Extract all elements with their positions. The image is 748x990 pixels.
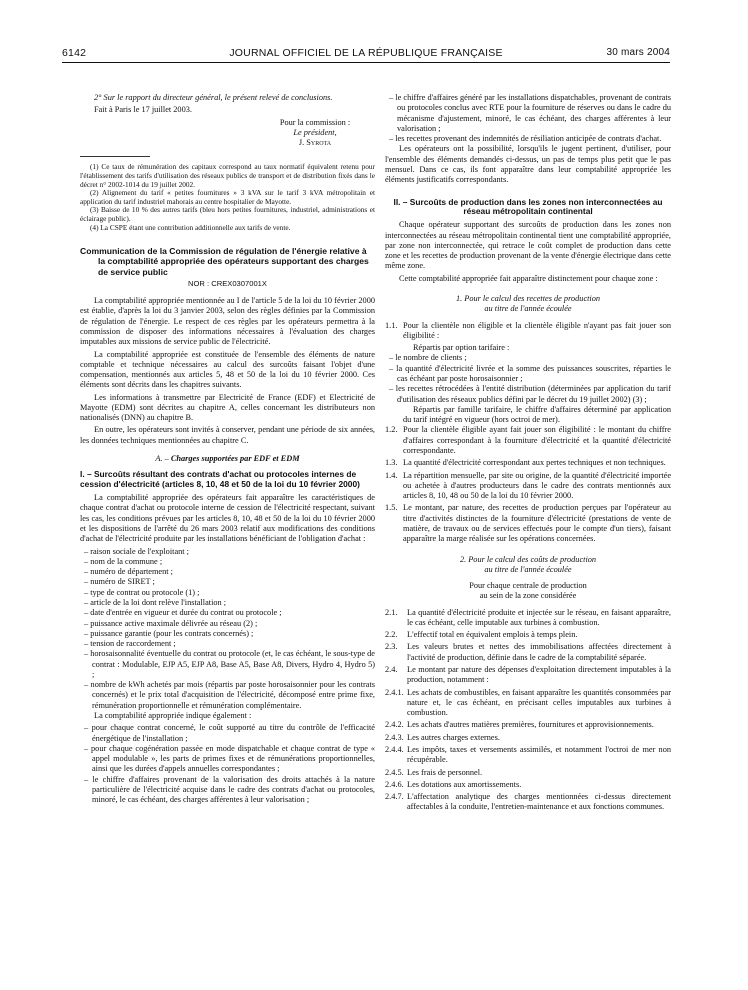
item-text: Les autres charges externes. <box>407 732 500 742</box>
continued-list <box>385 93 671 144</box>
also-indicates: La comptabilité appropriée indique également : <box>94 711 252 721</box>
numbered-item <box>385 733 671 743</box>
footnote: (4) La CSPE étant une contribution additionnelle aux tarifs de vente. <box>90 222 291 232</box>
subsection-title-line: au titre de l'année écoulée <box>484 304 572 314</box>
item-sub-paragraph: Répartis par option tarifaire : <box>413 343 510 353</box>
item-text: L'affectation analytique des charges mentionnées ci-dessus directement affectables à la conduite, l'entretien-maintenance et aux fonctions communes. <box>407 792 671 812</box>
numbered-item <box>385 608 671 629</box>
item-number: 1.4. <box>385 470 398 480</box>
list-item: – numéro de département ; <box>80 567 375 577</box>
list-item: – type de contrat ou protocole (1) ; <box>80 588 375 598</box>
communication-title <box>80 246 375 276</box>
numbered-item <box>385 665 671 686</box>
item-text: Les valeurs brutes et nettes des immobilisations affectées directement à l'activité de production, définie dans le cadre de la comptabilité séparée. <box>407 642 671 662</box>
page-number: 6142 <box>62 47 87 59</box>
item-sub-paragraph: Répartis par famille tarifaire, le chiffre d'affaires déterminé par application du tarif intégré en vigueur (hors octroi de mer). <box>403 404 671 425</box>
item-number: 2.4.1. <box>385 687 404 697</box>
item-number: 2.4.7. <box>385 792 404 802</box>
numbered-item <box>385 321 671 342</box>
list-item: – le chiffre d'affaires provenant de la valorisation des droits attachés à la nature particulière de l'électricité acquise dans le cadre des contrats d'achat ou protocoles, minoré, le cas échéant, des charges afférentes à leur valorisation ; <box>80 775 375 806</box>
item-number: 2.4.3. <box>385 732 404 742</box>
list-item: – nombre de kWh achetés par mois (répartis par poste horosaisonnier pour les contrats concernés) et le prix total d'acquisition de l'électricité, décomposé entre prime fixe, rémunération proportionnelle et rémunération complémentaire. <box>80 680 375 711</box>
section-intro: La comptabilité appropriée des opérateurs fait apparaître les caractéristiques de chaque contrat d'achat ou protocole interne de cession de l'électricité respectant, suivant les cas, les conditions prévues par les articles 8, 10, 48 et 50 de la loi du 10 février 2000 et les dispositions de l'arrêté du 26 mars 2003 relatif aux modifications des conditions d'achat de l'électricité produite par les installations bénéficiant de l'obligation d'achat : <box>80 493 375 544</box>
item-number: 2.4.2. <box>385 720 404 730</box>
item-text: Les frais de personnel. <box>407 767 483 777</box>
chapter-title: Charges supportées par EDF et EDM <box>170 454 300 464</box>
numbered-item <box>385 792 671 813</box>
chapter-letter: A. – <box>155 454 169 464</box>
item-number: 2.4. <box>385 665 398 675</box>
tariff-option-list <box>385 353 671 404</box>
list-item: – article de la loi dont relève l'installation ; <box>80 598 375 608</box>
list-item: – nom de la commune ; <box>80 557 375 567</box>
numbered-item <box>385 745 671 766</box>
numbered-item <box>385 780 671 790</box>
footnote-separator <box>80 156 150 157</box>
signature-name: J. Syrota <box>298 138 332 148</box>
left-column <box>80 93 375 806</box>
item-number: 2.4.6. <box>385 779 404 789</box>
list-item: – horosaisonnalité éventuelle du contrat ou protocole (et, le cas échéant, le sous-type de contrat : Modulable, EJP A5, EJP A8, Base A5, Base A8, Divers, Hydro 4, Hydro 5) ; <box>80 649 375 680</box>
plant-heading <box>385 581 671 602</box>
item-text: Les impôts, taxes et versements assimilés, et notamment l'octroi de mer non récupérable. <box>407 745 671 765</box>
item-number: 1.3. <box>385 458 398 468</box>
intro-paragraph: En outre, les opérateurs sont invités à conserver, pendant une période de six années, les données techniques mentionnées au chapitre C. <box>80 425 375 445</box>
item-text: Les achats d'autres matières premières, fournitures et approvisionnements. <box>407 720 654 730</box>
communication-title-text: Communication de la Commission de régulation de l'énergie relative à la comptabilité appropriée des opérateurs supportant des charges de service public <box>80 246 369 277</box>
intro-paragraph: La comptabilité appropriée est constituée de l'ensemble des éléments de nature comptable et technique nécessaires au calcul des surcoûts faisant l'objet d'une compensation, mentionnés aux articles 5, 48 et 50 de la loi du 10 février 2000. Ces éléments sont décrits dans les chapitres suivants. <box>80 349 375 390</box>
subsection-title-line: au titre de l'année écoulée <box>484 564 572 574</box>
numbered-item <box>385 471 671 502</box>
done-at: Fait à Paris le 17 juillet 2003. <box>94 105 192 115</box>
subsection-title <box>385 555 671 576</box>
additional-items-list <box>80 723 375 805</box>
list-item: – raison sociale de l'exploitant ; <box>80 547 375 557</box>
intro-paragraph: La comptabilité appropriée mentionnée au I de l'article 5 de la loi du 10 février 2000 est établie, d'après la loi du 3 janvier 2003, selon des règles définies par la Commission de régulation de l'énergie. Le respect de ces règles par les opérateurs permettra à la commission de disposer des informations nécessaires à l'évaluation des charges imputables aux missions de service public de l'électricité. <box>80 296 375 347</box>
issue-date: 30 mars 2004 <box>606 47 670 58</box>
numbered-item <box>385 768 671 778</box>
list-item: – le nombre de clients ; <box>385 353 671 363</box>
list-item: – puissance garantie (pour les contrats concernés) ; <box>80 629 375 639</box>
item-text <box>403 321 671 342</box>
list-item: – les recettes rétrocédées à l'entité distribution (déterminées par application du tarif d'utilisation des réseaux publics défini par le décret du 19 juillet 2002) (3) ; <box>385 384 671 405</box>
item-number: 2.3. <box>385 642 398 652</box>
numbered-item <box>385 458 671 468</box>
list-item: – la quantité d'électricité livrée et la somme des puissances souscrites, réparties le cas échéant par poste horosaisonnier ; <box>385 364 671 385</box>
list-item: – numéro de SIRET ; <box>80 577 375 587</box>
list-item: – les recettes provenant des indemnités de résiliation anticipée de contrats d'achat. <box>385 134 671 144</box>
list-item: – tension de raccordement ; <box>80 639 375 649</box>
item-text-line: Pour la clientèle non éligible et la clientèle éligible n'ayant pas fait jouer son éligibilité : <box>403 320 671 340</box>
list-item: – pour chaque contrat concerné, le coût supporté au titre du contrôle de l'efficacité énergétique de l'installation ; <box>80 723 375 744</box>
item-text: La quantité d'électricité correspondant aux pertes techniques et non techniques. <box>403 458 666 468</box>
signature-line: Pour la commission : <box>279 117 351 127</box>
subsection-title <box>385 294 671 315</box>
list-item: – le chiffre d'affaires généré par les installations dispatchables, provenant de contrats ou protocoles conclus avec RTE pour la fourniture de réserves ou dans le cadre du mécanisme d'ajustement, minoré, le cas échéant, des charges afférentes à leur valorisation ; <box>385 93 671 134</box>
item-number: 2.2. <box>385 630 398 640</box>
item-number: 1.1. <box>385 320 398 330</box>
item-number: 2.4.5. <box>385 767 404 777</box>
item-text: Le montant par nature des dépenses d'exploitation directement imputables à la production, notamment : <box>407 665 671 685</box>
item-number: 2.1. <box>385 607 398 617</box>
signature-role: Le président, <box>293 127 337 137</box>
item-text: Le montant, par nature, des recettes de production perçues par l'opérateur au titre d'activités distinctes de la fourniture d'électricité (prestations de vente de matière, de travaux ou de services effectués pour le compte d'un tiers), faisant apparaître la marge réalisée sur les opérations concernées. <box>403 503 671 544</box>
numbered-item <box>385 642 671 663</box>
decision-article: 2° Sur le rapport du directeur général, le présent relevé de conclusions. <box>94 93 333 102</box>
footnote: (1) Ce taux de rémunération des capitaux correspond au taux normatif équivalent retenu pour l'établissement des tarifs d'utilisation des réseaux publics de transport et de distribution fixés dans le décret n° 2002-1014 du 19 juillet 2002. <box>80 162 375 189</box>
item-text: La quantité d'électricité produite et injectée sur le réseau, en faisant apparaître, le cas échéant, celle imputable aux turbines à combustion. <box>407 607 671 627</box>
list-item: – pour chaque cogénération passée en mode dispatchable et chaque contrat de type « appel modulable », les parts de primes fixes et de rémunérations proportionnelles, ainsi que les durées d'appels annuelles correspondantes ; <box>80 744 375 775</box>
list-item: – date d'entrée en vigueur et durée du contrat ou protocole ; <box>80 608 375 618</box>
footnote: (3) Baisse de 10 % des autres tarifs (bleu hors petites fournitures, industriel, administrations et éclairage public). <box>80 205 375 224</box>
nor-reference: NOR : CREX0307001X <box>188 278 267 288</box>
plant-heading-line: au sein de la zone considérée <box>479 591 577 601</box>
chapter-heading <box>80 454 375 464</box>
numbered-item <box>385 425 671 456</box>
item-number: 1.2. <box>385 425 398 435</box>
item-number: 2.4.4. <box>385 745 404 754</box>
subsection-title-line: 2. Pour le calcul des coûts de production <box>459 554 597 564</box>
item-text: Pour la clientèle éligible ayant fait jouer son éligibilité : le montant du chiffre d'affaires correspondant à la fourniture d'électricité et la quantité d'électricité correspondante. <box>403 425 671 455</box>
footnote: (2) Alignement du tarif « petites fournitures » 3 kVA sur le tarif 3 kVA métropolitain et application du tarif industriel mahorais au centre hospitalier de Mayotte. <box>80 188 375 206</box>
intro-paragraph: Les informations à transmettre par Electricité de France (EDF) et Electricité de Mayotte (EDM) sont décrites au chapitre A, celles concernant les distributeurs non nationalisés (DNN) au chapitre B. <box>80 392 375 423</box>
header-rule <box>62 62 670 63</box>
right-column <box>385 93 671 815</box>
item-text: Les achats de combustibles, en faisant apparaître les quantités consommées par nature et, le cas échéant, en précisant celles imputables aux turbines à combustion. <box>407 687 671 718</box>
numbered-item <box>385 503 671 544</box>
contract-characteristics-list <box>80 547 375 712</box>
journal-title: JOURNAL OFFICIEL DE LA RÉPUBLIQUE FRANÇAISE <box>229 47 503 59</box>
footnotes <box>80 163 375 232</box>
section-title: I. – Surcoûts résultant des contrats d'achat ou protocoles internes de cession d'électricité (articles 8, 10, 48 et 50 de la loi du 10 février 2000) <box>80 469 360 490</box>
section-paragraph: Cette comptabilité appropriée fait apparaître distinctement pour chaque zone : <box>399 273 658 283</box>
numbered-item <box>385 720 671 730</box>
list-item: – puissance active maximale délivrée au réseau (2) ; <box>80 619 375 629</box>
section-title: II. – Surcoûts de production dans les zones non interconnectées au réseau métropolitain continental <box>393 196 663 217</box>
item-number: 1.5. <box>385 503 398 513</box>
page-header <box>62 47 670 61</box>
signature-block <box>255 118 375 149</box>
item-text: Les dotations aux amortissements. <box>407 779 522 789</box>
item-text: L'effectif total en équivalent emplois à temps plein. <box>407 630 578 640</box>
numbered-item <box>385 630 671 640</box>
item-text: La répartition mensuelle, par site ou origine, de la quantité d'électricité importée ou achetée à d'autres producteurs dans le cadre des contrats mentionnés aux articles 8, 10, 48 ou 50 de la loi du 10 février 2000. <box>403 470 671 501</box>
subsection-title-line: 1. Pour le calcul des recettes de production <box>455 294 601 304</box>
numbered-item <box>385 688 671 719</box>
section-paragraph: Chaque opérateur supportant des surcoûts de production dans les zones non interconnectées au réseau métropolitain continental tient une comptabilité appropriée, par zone non interconnectée, qui retrace le coût complet de production dans cette zone et les recettes de production provenant de la vente d'énergie électrique dans cette même zone. <box>385 220 671 271</box>
plant-heading-line: Pour chaque centrale de production <box>469 581 587 591</box>
operators-paragraph: Les opérateurs ont la possibilité, lorsqu'ils le jugent pertinent, d'utiliser, pour l'ensemble des éléments demandés ci-dessus, un pas de temps plus petit que le pas mensuel. Dans ce cas, ils font apparaître dans leur comptabilité appropriée les éléments justificatifs correspondants. <box>385 144 671 185</box>
